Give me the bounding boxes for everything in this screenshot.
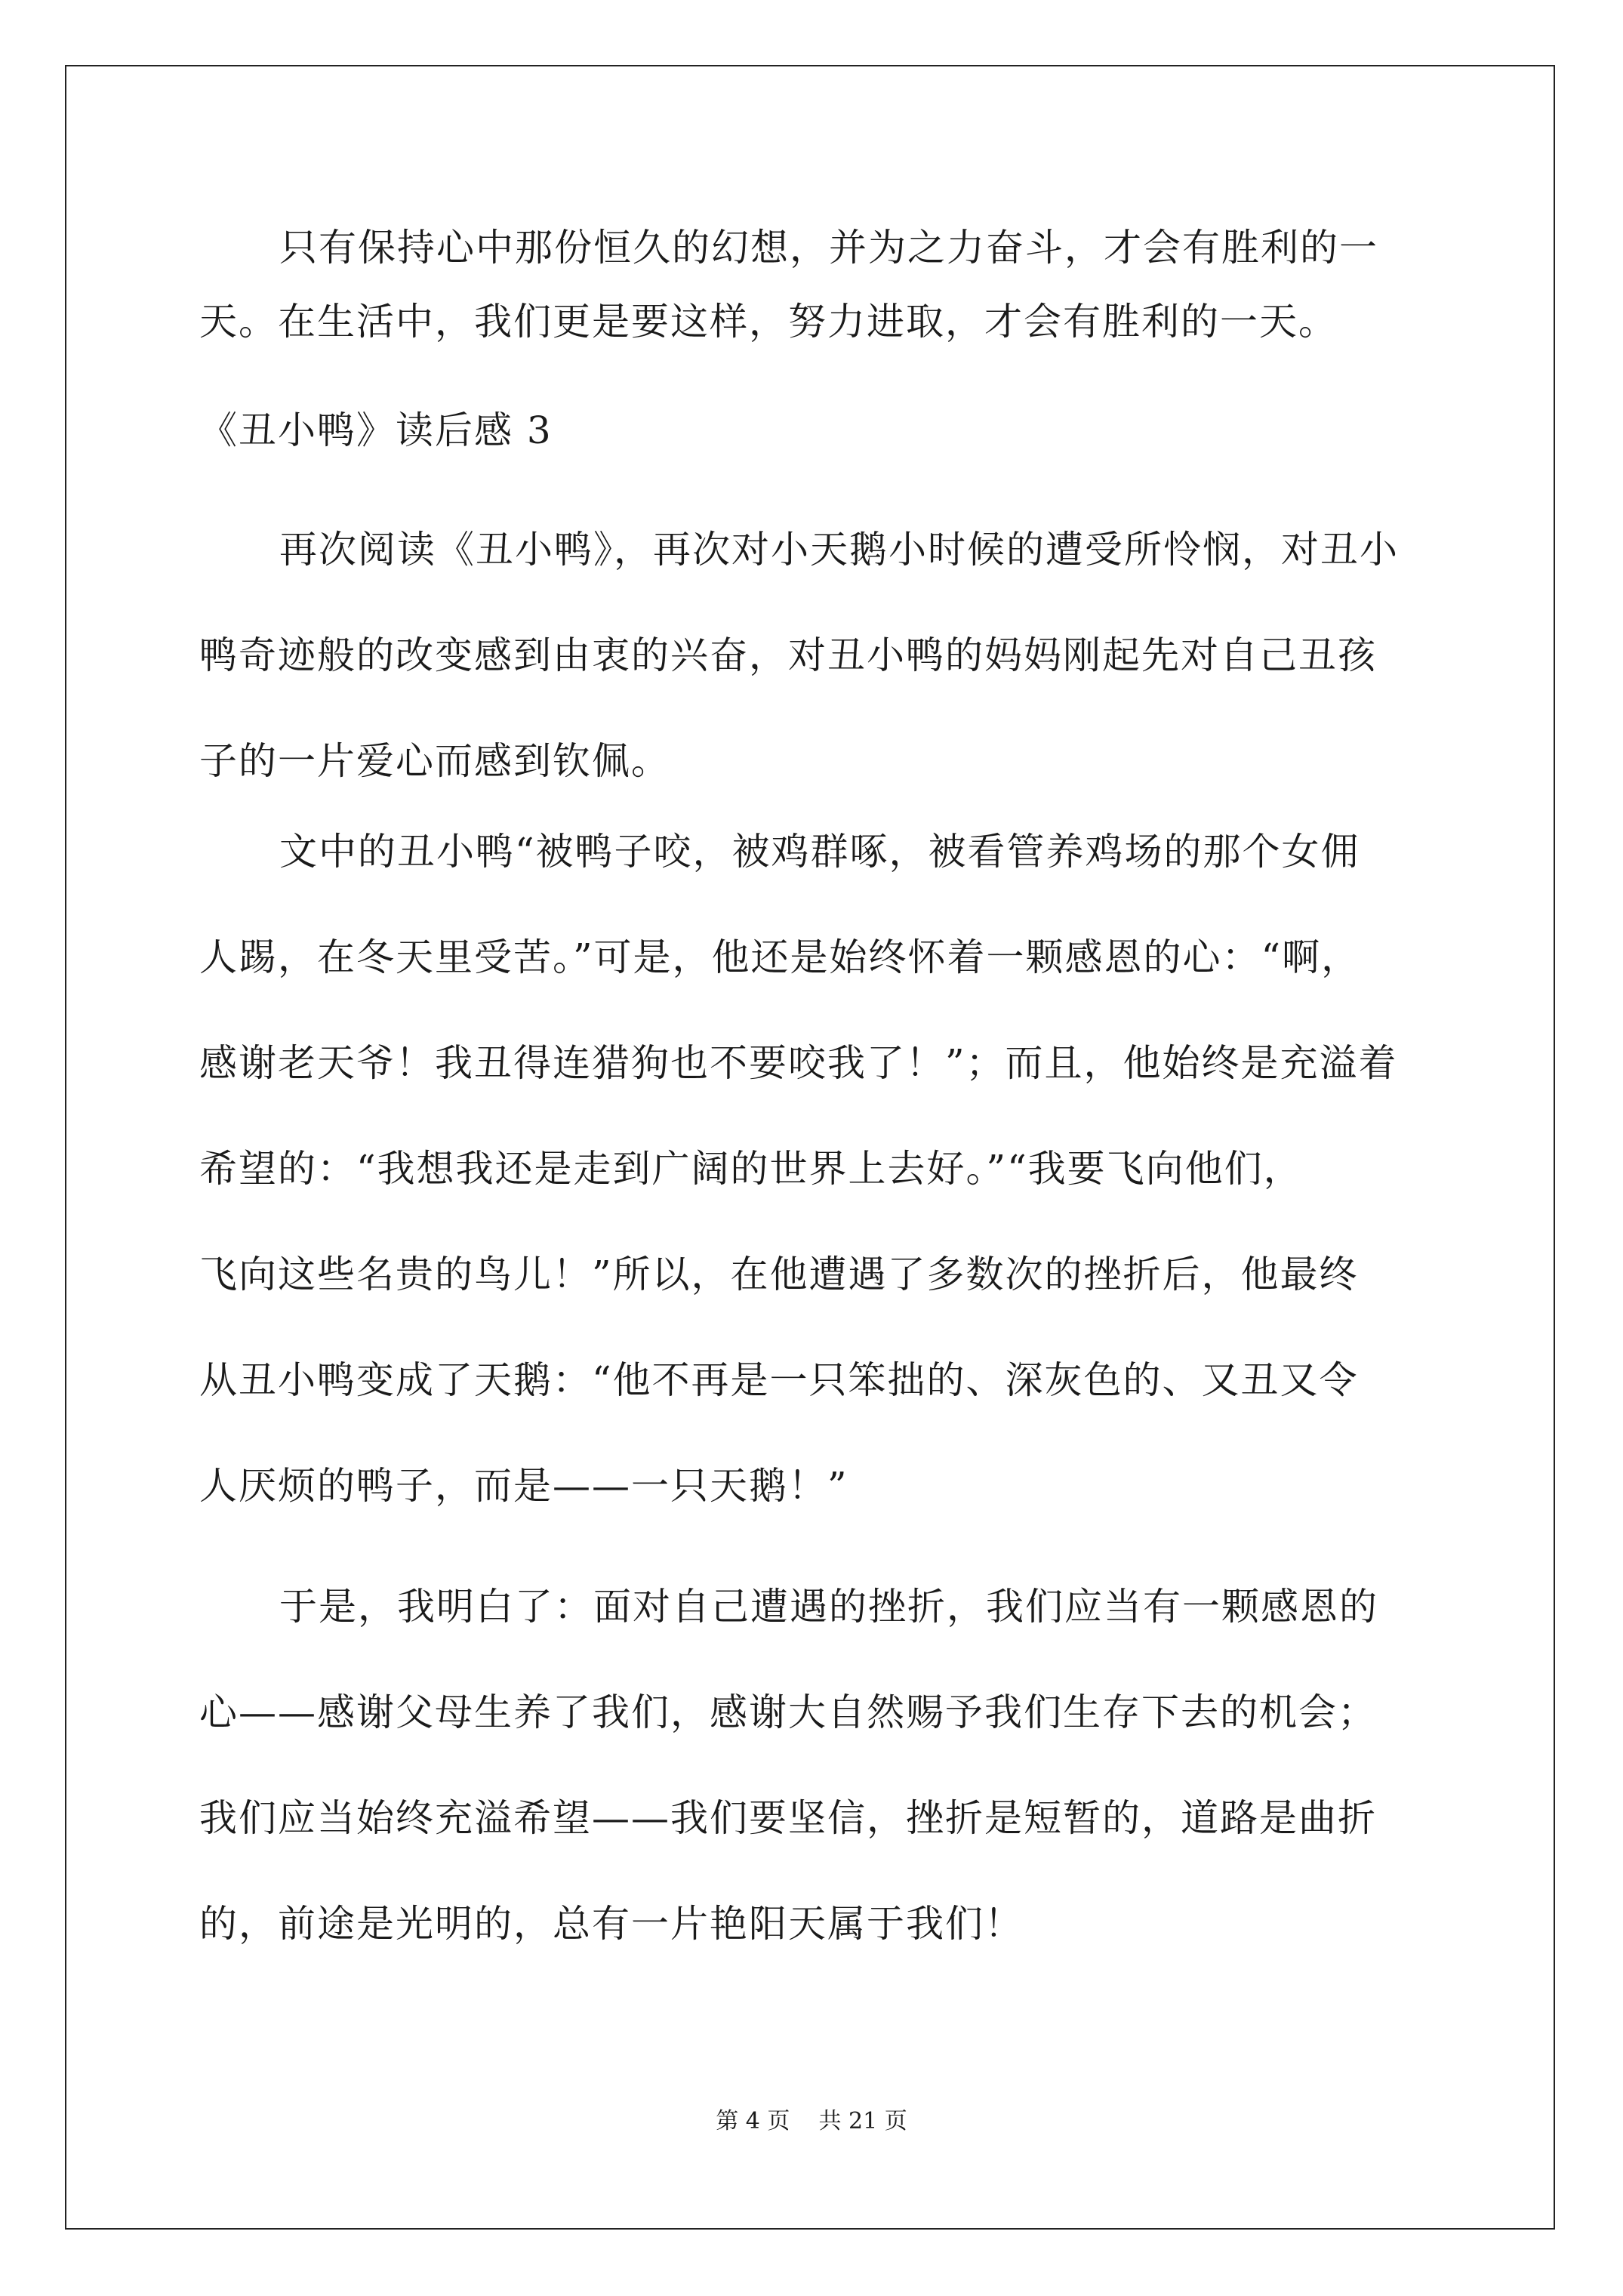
paragraph-3-line-1: 文中的丑小鸭“被鸭子咬，被鸡群啄，被看管养鸡场的那个女佣 [279, 830, 1360, 874]
paragraph-4-line-1: 于是，我明白了：面对自己遭遇的挫折，我们应当有一颗感恩的 [279, 1585, 1378, 1629]
paragraph-3-line-5: 飞向这些名贵的鸟儿！”所以，在他遭遇了多数次的挫折后，他最终 [199, 1253, 1359, 1296]
paragraph-2-line-3: 子的一片爱心而感到钦佩。 [199, 739, 670, 783]
paragraph-4-line-4: 的，前途是光明的，总有一片艳阳天属于我们！ [199, 1902, 1024, 1946]
paragraph-3-line-2: 人踢，在冬天里受苦。”可是，他还是始终怀着一颗感恩的心：“啊， [199, 935, 1361, 979]
page-number-footer: 第 4 页 共 21 页 [716, 2108, 907, 2134]
paragraph-2-line-2: 鸭奇迹般的改变感到由衷的兴奋，对丑小鸭的妈妈刚起先对自己丑孩 [199, 633, 1377, 677]
paragraph-3-line-7: 人厌烦的鸭子，而是——一只天鹅！” [199, 1464, 848, 1508]
paragraph-1-line-2: 天。在生活中，我们更是要这样，努力进取，才会有胜利的一天。 [199, 300, 1338, 344]
paragraph-4-line-3: 我们应当始终充溢希望——我们要坚信，挫折是短暂的，道路是曲折 [199, 1796, 1377, 1840]
section-heading: 《丑小鸭》读后感 3 [199, 408, 553, 452]
paragraph-4-line-2: 心——感谢父母生养了我们，感谢大自然赐予我们生存下去的机会； [199, 1690, 1377, 1734]
paragraph-3-line-4: 希望的：“我想我还是走到广阔的世界上去好。”“我要飞向他们， [199, 1147, 1303, 1191]
paragraph-2-line-1: 再次阅读《丑小鸭》，再次对小天鹅小时候的遭受所怜悯，对丑小 [279, 528, 1399, 572]
paragraph-3-line-6: 从丑小鸭变成了天鹅：“他不再是一只笨拙的、深灰色的、又丑又令 [199, 1358, 1359, 1402]
paragraph-3-line-3: 感谢老天爷！我丑得连猎狗也不要咬我了！”；而且，他始终是充溢着 [199, 1041, 1398, 1085]
paragraph-1-line-1: 只有保持心中那份恒久的幻想，并为之力奋斗，才会有胜利的一 [279, 226, 1378, 270]
